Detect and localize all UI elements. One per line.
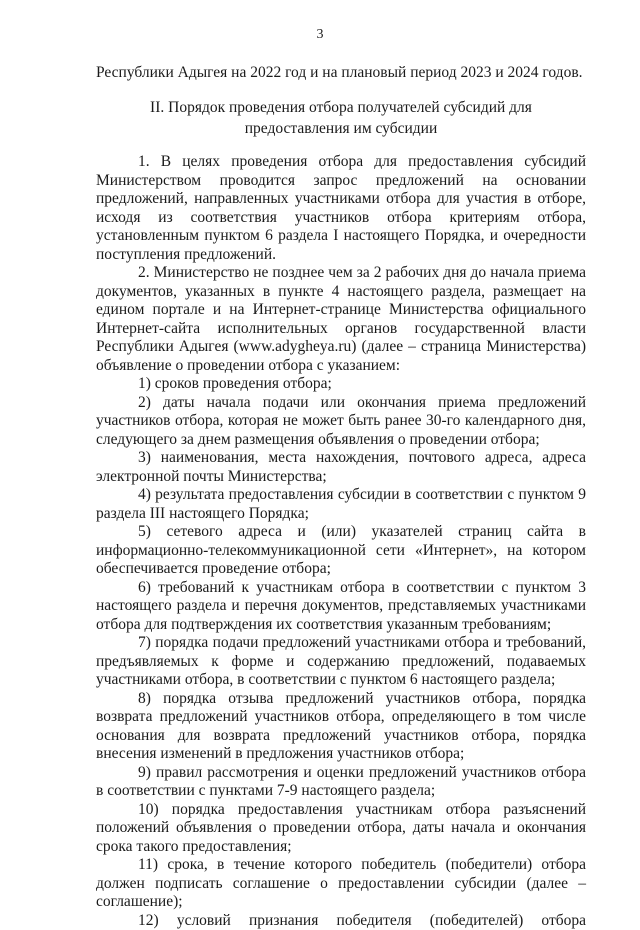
list-item-10: 10) порядка предоставления участникам отбора разъяснений положений объявления о проведении отбора, даты начала и окончания срока такого предоставления;: [96, 801, 586, 857]
paragraph-2: 2. Министерство не позднее чем за 2 рабочих дня до начала приема документов, указанных в пункте 4 настоящего раздела, размещает на едином портале и на Интернет-странице Министерства официального Интернет-сайта исполнительных органов государственной власти Республики Адыгея (www.adygheya.ru) (далее – страница Министерства) объявление о проведении отбора с указанием:: [96, 264, 586, 375]
list-item-1: 1) сроков проведения отбора;: [96, 375, 586, 394]
list-item-11: 11) срока, в течение которого победитель (победители) отбора должен подписать соглашение о предоставлении субсидии (далее – соглашение);: [96, 856, 586, 912]
body-text: [96, 153, 586, 930]
list-item-3: 3) наименования, места нахождения, почтового адреса, адреса электронной почты Министерства;: [96, 449, 586, 486]
list-item-2: 2) даты начала подачи или окончания приема предложений участников отбора, которая не может быть ранее 30-го календарного дня, следующего за днем размещения объявления о проведении отбора;: [96, 394, 586, 450]
page-number: 3: [0, 27, 640, 43]
list-item-4: 4) результата предоставления субсидии в соответствии с пунктом 9 раздела III настоящего Порядка;: [96, 486, 586, 523]
list-item-8: 8) порядка отзыва предложений участников отбора, порядка возврата предложений участников отбора, определяющего в том числе основания для возврата предложений участников отбора, порядка внесения изменений в предложения участников отбора;: [96, 690, 586, 764]
list-item-12: 12) условий признания победителя (победителей) отбора: [96, 912, 586, 930]
list-item-5: 5) сетевого адреса и (или) указателей страниц сайта в информационно-телекоммуникационной сети «Интернет», на котором обеспечивается проведение отбора;: [96, 523, 586, 579]
list-item-7: 7) порядка подачи предложений участниками отбора и требований, предъявляемых к форме и содержанию предложений, подаваемых участниками отбора, в соответствии с пунктом 6 настоящего раздела;: [96, 634, 586, 690]
intro-line: Республики Адыгея на 2022 год и на плановый период 2023 и 2024 годов.: [96, 63, 586, 83]
list-item-9: 9) правил рассмотрения и оценки предложений участников отбора в соответствии с пунктами 7-9 настоящего раздела;: [96, 764, 586, 801]
paragraph-1: 1. В целях проведения отбора для предоставления субсидий Министерством проводится запрос предложений на основании предложений, направленных участниками отбора для участия в отборе, исходя из соответствия участников отбора критериям отбора, установленным пунктом 6 раздела I настоящего Порядка, и очередности поступления предложений.: [96, 153, 586, 264]
section-heading: II. Порядок проведения отбора получателей субсидий для предоставления им субсидии: [96, 98, 586, 139]
list-item-6: 6) требований к участникам отбора в соответствии с пунктом 3 настоящего раздела и перечня документов, представляемых участниками отбора для подтверждения их соответствия указанным требованиям;: [96, 579, 586, 635]
